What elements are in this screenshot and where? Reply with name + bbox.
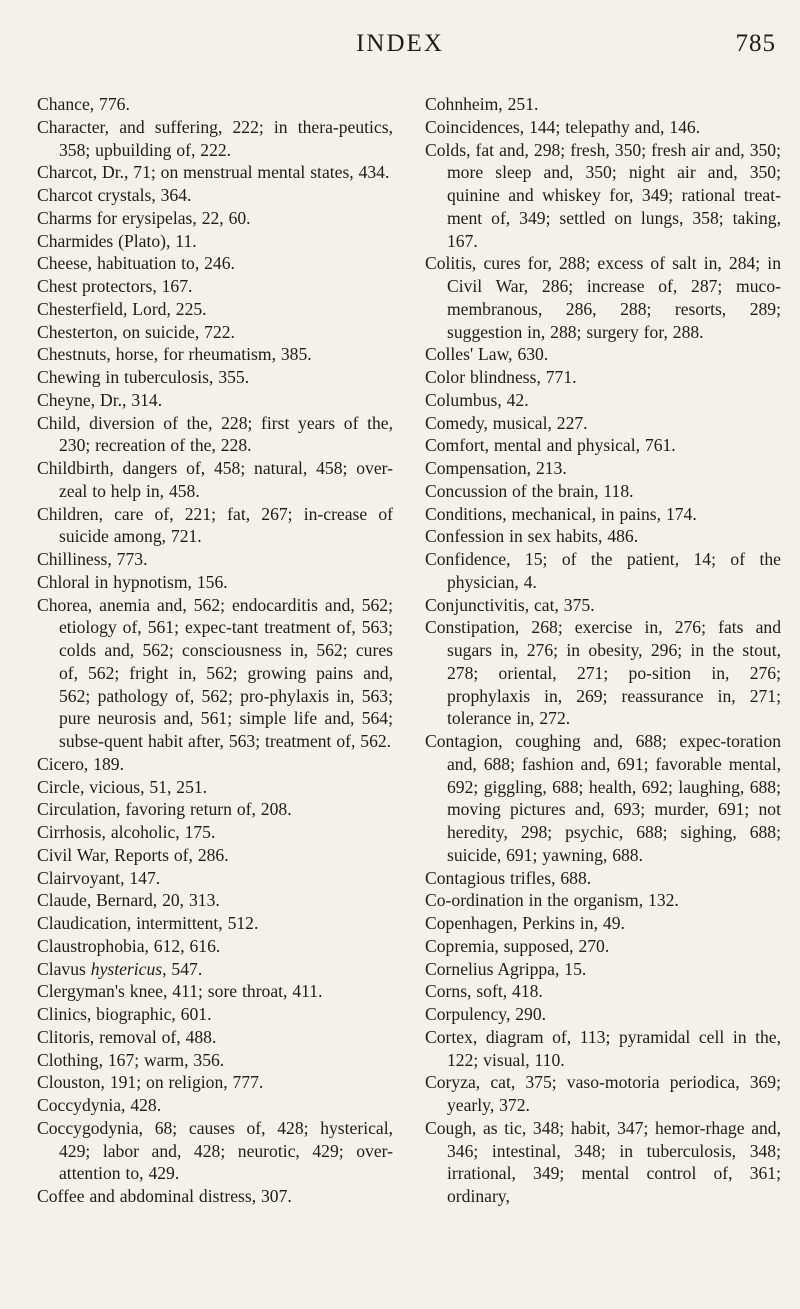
index-entry: Comfort, mental and physical, 761.	[425, 435, 676, 456]
index-entry: Corpulency, 290.	[425, 1004, 547, 1024]
index-entry: Claustrophobia, 612, 616.	[37, 935, 221, 956]
index-entry: Charcot, Dr., 71; on menstrual mental states, 434.	[37, 162, 390, 183]
index-column-left	[37, 93, 393, 1208]
index-entry: Clairvoyant, 147.	[37, 867, 161, 888]
index-entry: Coccydynia, 428.	[37, 1095, 162, 1115]
index-entry: Confession in sex habits, 486.	[425, 526, 639, 547]
index-entry: Comedy, musical, 227.	[425, 412, 588, 433]
index-entry: Circle, vicious, 51, 251.	[37, 776, 208, 797]
index-entry: Childbirth, dangers of, 458; natural, 458; over-zeal to help in, 458.	[37, 458, 393, 501]
index-entry: Cheese, habituation to, 246.	[37, 253, 235, 274]
index-entry: Coryza, cat, 375; vaso-motoria periodica, 369; yearly, 372.	[425, 1072, 781, 1115]
index-entry: Cheyne, Dr., 314.	[37, 389, 163, 410]
index-entry: Children, care of, 221; fat, 267; in-crease of suicide among, 721.	[37, 503, 393, 547]
index-entry: Compensation, 213.	[425, 458, 567, 478]
index-entry: Clothing, 167; warm, 356.	[37, 1049, 225, 1070]
index-entry: Cough, as tic, 348; habit, 347; hemor-rhage and, 346; intestinal, 348; in tuberculosis, 348; irrational, 349; mental control of, 361; ordinary,	[425, 1117, 781, 1206]
index-entry: Circulation, favoring return of, 208.	[37, 799, 292, 820]
entry-text: Clavus	[37, 958, 91, 979]
index-entry: Chewing in tuberculosis, 355.	[37, 367, 250, 387]
index-entry: Chorea, anemia and, 562; endocarditis and, 562; etiology of, 561; expec-tant treatment of, 563; colds and, 562; consciousness in, 562; cures of, 562; fright in, 562; growing pains and, 562; pathology of, 562; pro-phylaxis in, 563; pure neurosis and, 561; simple life and, 564; subse-quent habit after, 563; treatment of, 562.	[37, 594, 393, 751]
index-entry: Confidence, 15; of the patient, 14; of the physician, 4.	[425, 549, 781, 592]
index-entry: Columbus, 42.	[425, 389, 529, 410]
index-entry: Colitis, cures for, 288; excess of salt in, 284; in Civil War, 286; increase of, 287; muco-membranous, 286, 288; resorts, 289; suggestion in, 288; surgery for, 288.	[425, 253, 781, 342]
index-entry: Cornelius Agrippa, 15.	[425, 958, 587, 979]
index-entry: Charms for erysipelas, 22, 60.	[37, 207, 251, 228]
index-entry: Contagion, coughing and, 688; expec-toration and, 688; fashion and, 691; favorable mental, 692; giggling, 688; health, 692; laughing, 688; moving pictures and, 693; murder, 691; not heredity, 298; psychic, 688; sighing, 688; suicide, 691; yawning, 688.	[425, 731, 781, 865]
index-entry: Character, and suffering, 222; in thera-peutics, 358; upbuilding of, 222.	[37, 116, 393, 160]
index-entry: Chest protectors, 167.	[37, 276, 193, 296]
index-entry: Civil War, Reports of, 286.	[37, 844, 229, 865]
index-entry: Conjunctivitis, cat, 375.	[425, 594, 595, 615]
page-header	[0, 30, 800, 60]
index-entry: Clergyman's knee, 411; sore throat, 411.	[37, 981, 323, 1002]
index-entry: Claude, Bernard, 20, 313.	[37, 890, 220, 911]
index-entry: Coccygodynia, 68; causes of, 428; hysterical, 429; labor and, 428; neurotic, 429; over-attention to, 429.	[37, 1117, 393, 1184]
index-entry: Corns, soft, 418.	[425, 981, 543, 1002]
index-entry: Coffee and abdominal distress, 307.	[37, 1186, 292, 1206]
entry-italic-text: hystericus	[90, 958, 163, 979]
index-entry: Colds, fat and, 298; fresh, 350; fresh air and, 350; more sleep and, 350; night air and, 350; quinine and whiskey for, 349; rational treat-ment of, 349; settled on lungs, 358; taking, 167.	[425, 139, 781, 251]
index-entry: Clinics, biographic, 601.	[37, 1004, 212, 1024]
index-column-right	[425, 93, 781, 1208]
index-entry: Copenhagen, Perkins in, 49.	[425, 913, 625, 933]
index-entry: Colles' Law, 630.	[425, 344, 549, 365]
index-entry: Charcot crystals, 364.	[37, 185, 192, 205]
index-entry: Color blindness, 771.	[425, 367, 577, 387]
index-entry: Clitoris, removal of, 488.	[37, 1026, 217, 1047]
index-entry: Clouston, 191; on religion, 777.	[37, 1072, 264, 1093]
index-entry: Claudication, intermittent, 512.	[37, 913, 259, 933]
index-entry: Contagious trifles, 688.	[425, 867, 592, 888]
index-entry: Chestnuts, horse, for rheumatism, 385.	[37, 344, 312, 365]
index-entry: Copremia, supposed, 270.	[425, 935, 610, 956]
index-entry: Concussion of the brain, 118.	[425, 480, 634, 501]
page-number: 785	[735, 30, 776, 57]
index-entry: Chance, 776.	[37, 94, 130, 114]
index-entry: Chilliness, 773.	[37, 549, 148, 569]
index-entry: Chesterfield, Lord, 225.	[37, 298, 207, 319]
index-entry: Chesterton, on suicide, 722.	[37, 321, 235, 342]
index-entry: Cirrhosis, alcoholic, 175.	[37, 822, 216, 842]
index-entry-clavus	[37, 958, 393, 981]
index-entry: Conditions, mechanical, in pains, 174.	[425, 503, 697, 524]
index-entry: Cortex, diagram of, 113; pyramidal cell in the, 122; visual, 110.	[425, 1026, 781, 1070]
index-entry: Constipation, 268; exercise in, 276; fats and sugars in, 276; in obesity, 296; in the stout, 278; oriental, 271; po-sition in, 276; prophylaxis in, 269; reassurance in, 271; tolerance in, 272.	[425, 617, 781, 729]
entry-text: , 547.	[162, 958, 203, 979]
index-entry: Coincidences, 144; telepathy and, 146.	[425, 116, 701, 137]
running-title: INDEX	[356, 30, 444, 57]
index-entry: Chloral in hypnotism, 156.	[37, 571, 228, 592]
index-entry: Cohnheim, 251.	[425, 94, 539, 114]
index-entry: Cicero, 189.	[37, 753, 124, 774]
index-entry: Charmides (Plato), 11.	[37, 230, 197, 251]
index-entry: Child, diversion of the, 228; first years of the, 230; recreation of the, 228.	[37, 412, 393, 456]
index-entry: Co-ordination in the organism, 132.	[425, 890, 679, 911]
